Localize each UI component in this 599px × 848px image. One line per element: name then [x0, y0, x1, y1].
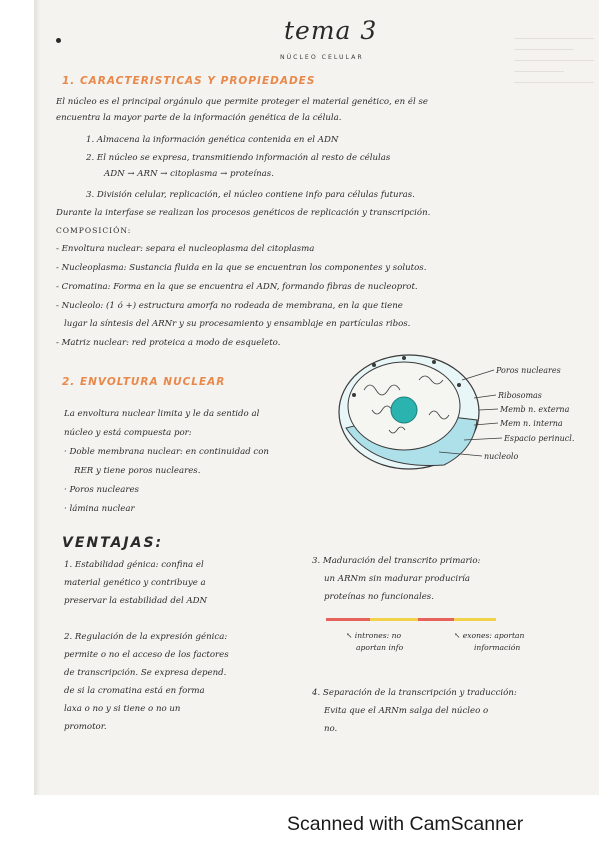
ventaja2-line1: 2. Regulación de la expresión génica: [64, 632, 228, 642]
section2-body4: RER y tiene poros nucleares. [74, 466, 201, 476]
composition-item5: - Matriz nuclear: red proteica a modo de esqueleto. [56, 338, 281, 348]
ventaja4-line1: 4. Separación de la transcripción y traducción: [312, 688, 517, 698]
composition-item3: - Cromatina: Forma en la que se encuentra el ADN, formando fibras de nucleoprot. [56, 282, 418, 292]
exon-label-line1: ↖ exones: aportan [454, 631, 525, 640]
section1-intro-line1: El núcleo es el principal orgánulo que permite proteger el material genético, en él se [56, 97, 428, 107]
label-inner-membrane: Mem n. interna [500, 419, 563, 428]
section2-heading: 2. ENVOLTURA NUCLEAR [62, 376, 226, 388]
section1-intro-line2: encuentra la mayor parte de la información genética de la célula. [56, 113, 342, 123]
exon-label-line2: información [474, 643, 521, 652]
ventaja2-line3: de transcripción. Se expresa depend. [64, 668, 227, 678]
section2-body3: · Doble membrana nuclear: en continuidad con [64, 447, 269, 457]
scanned-page [34, 0, 599, 795]
section2-body2: núcleo y está compuesta por: [64, 428, 192, 438]
ventaja1-line1: 1. Estabilidad génica: confina el [64, 560, 204, 570]
section1-point2-flow: ADN → ARN → citoplasma → proteínas. [104, 169, 274, 179]
label-outer-membrane: Memb n. externa [500, 405, 570, 414]
label-ribosomes: Ribosomas [498, 391, 542, 400]
ventaja2-line5: laxa o no y si tiene o no un [64, 704, 181, 714]
nucleus-diagram [334, 340, 599, 480]
scanner-watermark: Scanned with CamScanner [287, 813, 524, 835]
label-pores: Poros nucleares [496, 366, 561, 375]
page-title: tema 3 [284, 16, 378, 45]
intron-bar-2 [454, 618, 496, 621]
intron-bar-1 [370, 618, 418, 621]
section1-point3: 3. División celular, replicación, el núcleo contiene info para células futuras. [86, 190, 415, 200]
ventaja1-line3: preservar la estabilidad del ADN [64, 596, 208, 606]
exon-bar-2 [418, 618, 454, 621]
intron-label-line2: aportan info [356, 643, 404, 652]
page-edge-shadow [34, 0, 40, 795]
intron-label-line1: ↖ intrones: no [346, 631, 402, 640]
composition-item1: - Envoltura nuclear: separa el nucleoplasma del citoplasma [56, 244, 315, 254]
ventaja3-line2: un ARNm sin madurar produciría [324, 574, 471, 584]
section2-body1: La envoltura nuclear limita y le da sentido al [64, 409, 260, 419]
exon-bar-1 [326, 618, 370, 621]
page-subtitle: NÚCLEO CELULAR [280, 54, 364, 61]
nucleolus [391, 397, 417, 423]
ventajas-heading: VENTAJAS: [62, 535, 164, 551]
section1-point1: 1. Almacena la información genética contenida en el ADN [86, 135, 339, 145]
ventaja1-line2: material genético y contribuye a [64, 578, 206, 588]
ventaja2-line2: permite o no el acceso de los factores [64, 650, 229, 660]
ventaja3-line1: 3. Maduración del transcrito primario: [312, 556, 481, 566]
section1-interphase: Durante la interfase se realizan los procesos genéticos de replicación y transcripción. [56, 208, 431, 218]
ventaja2-line6: promotor. [64, 722, 107, 732]
bleed-through-right [514, 30, 594, 170]
ventaja4-line3: no. [324, 724, 338, 734]
page-dot-mark [56, 38, 61, 43]
section1-point2: 2. El núcleo se expresa, transmitiendo información al resto de células [86, 153, 391, 163]
ventaja4-line2: Evita que el ARNm salga del núcleo o [324, 706, 489, 716]
section1-heading: 1. CARACTERISTICAS Y PROPIEDADES [62, 75, 316, 87]
composition-item4-cont: lugar la síntesis del ARNr y su procesamiento y ensamblaje en partículas ribos. [64, 319, 411, 329]
ventaja3-line3: proteínas no funcionales. [324, 592, 434, 602]
section2-body6: · lámina nuclear [64, 504, 135, 514]
section2-body5: · Poros nucleares [64, 485, 139, 495]
composition-label: COMPOSICIÓN: [56, 226, 132, 235]
label-nucleolus: nucleolo [484, 452, 519, 461]
label-perinuclear: Espacio perinucl. [504, 434, 575, 443]
ventaja2-line4: de si la cromatina está en forma [64, 686, 205, 696]
composition-item2: - Nucleoplasma: Sustancia fluida en la que se encuentran los componentes y solutos. [56, 263, 427, 273]
composition-item4: - Nucleolo: (1 ó +) estructura amorfa no rodeada de membrana, en la que tiene [56, 301, 403, 311]
